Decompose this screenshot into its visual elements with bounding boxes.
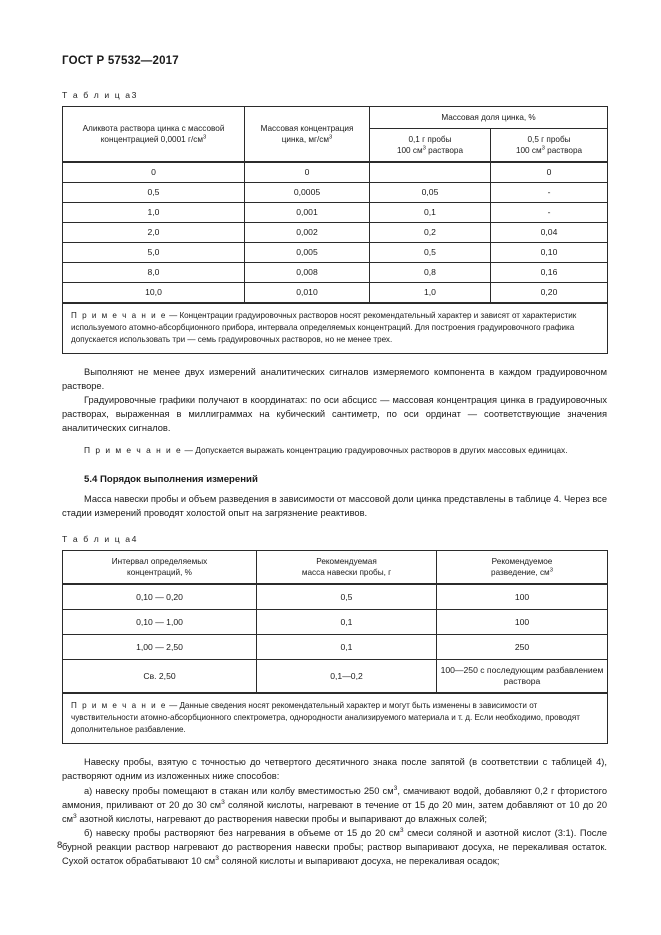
table3-header-sample-01-line1: 0,1 г пробы [408,134,452,144]
table4-note-row [63,693,608,743]
table3-cell: 0,05 [370,182,491,202]
table3-note-row [63,303,608,353]
table3-cell: 0,10 [491,242,608,262]
table3-cell: 0,010 [245,282,370,303]
table3-header-group-mass-fraction: Массовая доля цинка, % [370,106,608,128]
item-a-text-2: , смачивают водой, добавляют 0,2 г фтористого аммония, приливают от 20 до 30 см [62,785,607,810]
table3-cell: 0,2 [370,222,491,242]
table3-cell: 0 [63,162,245,183]
table4-caption [62,534,607,544]
paragraph-block-3 [62,755,607,783]
table4-cell: 0,1 [257,635,437,660]
table3-header-sample-05-sup: 3 [541,145,545,152]
table4-header-interval-line2: концентраций, % [127,568,192,578]
table3-cell: 0,0005 [245,182,370,202]
paragraph-block-2 [62,393,607,435]
table3-cell: 0,5 [63,182,245,202]
paragraph-calibration-graphs: Градуировочные графики получают в координатах: по оси абсцисс — массовая концентрация цинка в градуировочных растворах, выраженная в миллиграммах на кубический сантиметр, по оси ординат — соответствующие значения аналитических сигналов. [62,394,607,434]
paragraph-block-1 [62,365,607,393]
table4-header-interval [63,551,257,585]
table3-header-aliquot-text: Аликвота раствора цинка с массовой концентрацией 0,0001 г/см [82,123,225,144]
table3-cell: - [491,202,608,222]
table4-cell: 250 [437,635,608,660]
table4-header-dilution-line1: Рекомендуемое [491,557,553,567]
table3-note-text: — Концентрации градуировочных растворов носят рекомендательный характер и зависят от характеристик используемого атомно-абсорбционного прибора, интервала определяемых концентраций. Для построения градуировочного графика допускается использовать три — семь градуировочных растворов, но не менее трех. [71,310,577,344]
note-paragraph-units [62,444,607,457]
table-row [63,262,608,282]
item-b-sup-1: 3 [399,826,404,834]
table3-cell: 0,002 [245,222,370,242]
table4-header-interval-line1: Интервал определяемых [111,557,208,567]
item-b-text-1: б) навеску пробы растворяют без нагревания в объеме от 15 до 20 см [84,827,400,838]
table3-caption-number: 3 [131,89,137,100]
paragraph-item-b [62,826,607,868]
table4-cell: 0,1 [257,610,437,635]
table3-cell: 0,1 [370,202,491,222]
table4-cell: 0,1—0,2 [257,660,437,694]
table3-cell: 0,16 [491,262,608,282]
table3-cell: 10,0 [63,282,245,303]
table4-header-row [63,551,608,585]
table4-caption-number: 4 [131,534,137,545]
table3-header-sample-05-line2a: 100 см [515,145,542,155]
table-4 [62,550,608,744]
table3-header-aliquot [63,106,245,162]
table-row [63,242,608,262]
table4-note [63,693,608,743]
table-row [63,182,608,202]
table4-cell: Св. 2,50 [63,660,257,694]
table-row [63,282,608,303]
table4-note-text: — Данные сведения носят рекомендательный характер и могут быть изменены в зависимости от чувствительности атомно-абсорбционного спектрометра, однородности анализируемого материала и т. д. Если необходимо, проводят дополнительное разбавление. [71,701,580,735]
table4-header-mass-line1: Рекомендуемая [316,557,377,567]
table4-header-dilution-sup: 3 [549,567,553,574]
table-row [63,660,608,694]
item-a-sup-3: 3 [73,812,77,820]
table3-cell: 0,04 [491,222,608,242]
table3-caption-label: Т а б л и ц а [62,89,132,100]
table-row [63,222,608,242]
table4-cell: 100 [437,610,608,635]
paragraph-item-a [62,784,607,826]
item-a-sup-1: 3 [393,784,398,792]
paragraph-measurements: Выполняют не менее двух измерений аналитических сигналов измеряемого компонента в каждом градуировочном растворе. [62,366,607,391]
table4-header-mass [257,551,437,585]
table3-cell [370,162,491,183]
table3-cell: 0,8 [370,262,491,282]
item-b-text-3: соляной кислоты и выпаривают досуха, не перекаливая осадок; [218,856,500,867]
page-content [62,55,607,868]
table3-caption [62,90,607,100]
table4-cell: 1,00 — 2,50 [63,635,257,660]
table3-header-row-1 [63,106,608,128]
table3-header-sample-01-line2b: раствора [425,145,464,155]
table4-header-dilution [437,551,608,585]
table4-note-lead: П р и м е ч а н и е [71,701,167,711]
table3-header-aliquot-sup: 3 [202,134,207,140]
table3-header-sample-05-line2b: раствора [544,145,583,155]
table3-cell: 5,0 [63,242,245,262]
table4-caption-label: Т а б л и ц а [62,534,132,545]
table3-cell: 0,005 [245,242,370,262]
item-a-text-3: соляной кислоты, нагревают в течение от 15 до 20 мин, затем добавляют от 10 до 20 см [62,799,607,824]
note-paragraph-text: — Допускается выражать концентрацию градуировочных растворов в других массовых единицах. [182,445,568,456]
table3-header-sample-01 [370,128,491,162]
table3-note [63,303,608,353]
section-heading-5-4: 5.4 Порядок выполнения измерений [84,473,258,485]
table4-cell: 0,5 [257,584,437,610]
table3-cell: 1,0 [63,202,245,222]
table3-cell: 0 [245,162,370,183]
table3-cell: 0,008 [245,262,370,282]
table4-cell: 100 [437,584,608,610]
table3-header-mass-conc-sup: 3 [328,134,333,140]
table3-header-mass-conc [245,106,370,162]
table4-cell: 0,10 — 0,20 [63,584,257,610]
table3-cell: 8,0 [63,262,245,282]
table4-cell: 100—250 с последующим разбавлением раствора [437,660,608,694]
paragraph-sample-dissolution: Навеску пробы, взятую с точностью до четвертого десятичного знака после запятой (в соответствии с таблицей 4), растворяют одним из изложенных ниже способов: [62,757,607,782]
table3-cell: 0 [491,162,608,183]
table-row [63,202,608,222]
page-number: 8 [57,840,63,851]
table-3 [62,106,608,354]
table3-header-sample-01-sup: 3 [422,145,426,152]
table3-header-sample-05 [491,128,608,162]
standard-title: ГОСТ Р 57532—2017 [62,55,179,67]
table-row [63,162,608,183]
table3-cell: - [491,182,608,202]
table-row [63,635,608,660]
item-a-sup-2: 3 [221,798,225,806]
table4-cell: 0,10 — 1,00 [63,610,257,635]
table3-header-sample-05-line1: 0,5 г пробы [527,134,571,144]
table4-header-mass-line2: масса навески пробы, г [301,568,392,578]
table3-cell: 0,5 [370,242,491,262]
table3-header-sample-01-line2a: 100 см [396,145,423,155]
item-a-text-4: азотной кислоты, нагревают до растворения навески пробы и выпаривают до влажных солей; [76,813,487,824]
table3-note-lead: П р и м е ч а н и е [71,310,167,320]
note-paragraph-lead: П р и м е ч а н и е [84,445,183,456]
item-b-sup-2: 3 [215,855,219,863]
table3-cell: 0,20 [491,282,608,303]
item-a-text-1: а) навеску пробы помещают в стакан или колбу вместимостью 250 см [84,785,394,796]
table3-header-mass-conc-text: Массовая концентрация цинка, мг/см [260,123,354,144]
paragraph-sample-mass: Масса навески пробы и объем разведения в зависимости от массовой доли цинка представлены в таблице 4. Через все стадии измерений проводят холостой опыт на загрязнение реактивов. [62,493,607,519]
table3-cell: 2,0 [63,222,245,242]
table-row [63,584,608,610]
table3-cell: 1,0 [370,282,491,303]
table3-cell: 0,001 [245,202,370,222]
table-row [63,610,608,635]
table4-header-dilution-line2: разведение, см [491,568,550,578]
item-b-text-2: смеси соляной и азотной кислот (3:1). После бурной реакции раствор нагревают до растворения навески пробы; раствор выпаривают досуха, не перекаливая остаток. Сухой остаток обрабатывают 10 см [62,827,607,867]
